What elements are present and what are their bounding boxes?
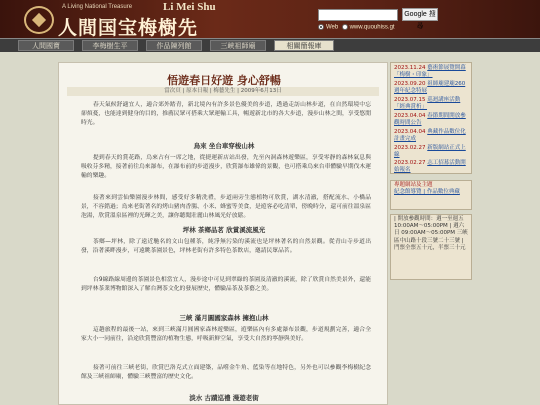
article-subhead: 淡水 古蹟巡禮 漫遊老街 xyxy=(189,394,259,402)
site-header xyxy=(0,0,540,38)
radio-site[interactable] xyxy=(342,24,348,30)
news-date: 2023.04.04 xyxy=(394,113,426,119)
news-item[interactable] xyxy=(394,113,470,127)
search-scope xyxy=(318,24,395,31)
article-paragraph: 提到春天的賞花路，烏來占有一席之地，從捷運新店站出發，先至內洞森林遊樂區，享受零靜的森林氣息與吸收芬多精，接著前往烏來瀑布，在瀑布前的步道漫步，欣賞瀑布雄偉的景觀，也可搭乘烏來台車體驗早期伐木運輸的樂趣。 xyxy=(81,155,371,180)
news-date: 2023.02.27 xyxy=(394,160,426,166)
article-paragraph: 茶鄉—坪林，除了遠近馳名的文山包種茶，純淨無污染的溪流也是坪林著名的自然景觀。從青山寺步道出發，沿著溪畔漫步，可遠眺茶園景色，坪林老街有許多特色茶飲店，邀請民眾品茗。 xyxy=(81,239,371,255)
article-paragraph: 這趟旅程的最後一站，來到三峽滿月圓國家森林遊樂區，遊樂區內有多處瀑布景觀，步道規劃完善，適合全家大小一同前往，沿途欣賞豐富的植物生態，呼吸新鮮空氣，享受大自然的寧靜與美好。 xyxy=(81,327,371,343)
news-link[interactable]: 藝術節展覽開幕「梅樹・印象」 xyxy=(394,65,466,78)
topic-links-title: 專題網站及主題 xyxy=(394,182,433,188)
nav-item-treasure[interactable]: 人間國寶 xyxy=(18,40,74,51)
news-item[interactable] xyxy=(394,129,470,143)
news-date: 2023.04.04 xyxy=(394,129,426,135)
news-item[interactable] xyxy=(394,65,470,79)
article-subhead: 坪林 茶鄉品茗 欣賞溪流風光 xyxy=(182,226,266,234)
news-link[interactable]: 巡迴講座活動「經典賞析」 xyxy=(394,97,461,110)
news-item[interactable] xyxy=(394,145,470,159)
logo-title[interactable]: 人間国宝梅樹先 xyxy=(58,17,199,38)
article-paragraph: 春天氣候舒適宜人，適合郊外踏青，新北境內有許多景色優美的步道，透過走訪山林步道，在自然環境中忘卻煩憂，也能達到健身的目的，推薦民眾可搭乘大眾運輸工具，暢遊新北市的各大步道，漫步山林之間，享受悠閒時光。 xyxy=(81,102,371,127)
news-item[interactable] xyxy=(394,160,470,174)
article-title: 悟遊春日好遊 身心舒暢 xyxy=(167,74,281,87)
article-subhead: 三峽 滿月圓國家森林 擁抱山林 xyxy=(179,314,269,322)
visit-info: | 開放參觀時間：週一至週五 10:00AM～05:00PM | 週六日 09:00AM～05:00PM 三峽區中山路十段三號二十三號 | 門票全票五十元，半票三十元 xyxy=(390,214,472,280)
topic-links xyxy=(390,180,472,210)
topic-links-list[interactable]: 紀念館導覽 | 作品數位典藏 xyxy=(394,189,460,195)
nav-item-gallery[interactable]: 作品陳列館 xyxy=(146,40,202,51)
main-nav xyxy=(0,38,540,52)
news-date: 2023.11.24 xyxy=(394,65,426,71)
page-margin xyxy=(472,52,540,405)
article-panel xyxy=(58,62,388,405)
news-list xyxy=(390,62,472,174)
news-date: 2023.07.15 xyxy=(394,97,426,103)
news-link[interactable]: 典藏作品數位化計畫完成 xyxy=(394,129,466,142)
nav-item-biography[interactable]: 李梅樹生平 xyxy=(82,40,138,51)
logo-english-name: Li Mei Shu xyxy=(163,1,216,13)
news-date: 2023.02.27 xyxy=(394,145,426,151)
google-search-button[interactable]: Google 搜尋 xyxy=(402,8,438,21)
news-item[interactable] xyxy=(394,81,470,95)
nav-item-temple[interactable]: 三峽祖師廟 xyxy=(210,40,266,51)
logo-subtitle: A Living National Treasure xyxy=(62,4,133,10)
nav-item-reports[interactable]: 相關簡報庫 xyxy=(274,40,334,51)
news-link[interactable]: 新版網站正式上線 xyxy=(394,145,466,158)
news-date: 2023.09.20 xyxy=(394,81,426,87)
news-item[interactable] xyxy=(394,97,470,111)
article-paragraph: 接著來到雲仙樂園漫步林間，感受好多精洗禮，步道兩旁生態植物可欣賞，湖水清澈，搭配流水、小橋品景，不容錯過；鳥來老街著名的烤山豬肉香腸、小米、蜂蜜等美食，是遊客必吃清單，傍晚時分，還可前往溫泉區泡湯，欣賞溫泉區裡的光暉之美，讓你聽聞壯麗山林風光好放鬆。 xyxy=(81,195,371,220)
article-meta: 當次頁 | 原本日報 | 梅藝先生 | 2009年6月13日 xyxy=(67,87,379,96)
radio-site-label: www.quouhiss.gt xyxy=(349,24,395,31)
emblem-icon xyxy=(24,6,54,34)
news-link[interactable]: 春節期間開放參觀時間公告 xyxy=(394,113,466,126)
article-paragraph: 台9線路線周邊的茶園景色相當宜人，漫步途中可見到翠綠的茶園及清澈的溪流，除了欣賞自然美景外，還能到坪林茶業博物館深入了解台灣茶文化的發展歷史，體驗品茶及茶藝之美。 xyxy=(81,277,371,293)
news-link[interactable]: 祖師廟建廟260週年紀念特展 xyxy=(394,81,466,94)
article-paragraph: 接著可前往三峽老街，欣賞巴洛克式立面建築，品嚐金牛角、藍染等在地特色，另外也可以參觀李梅樹紀念館及三峽祖師廟，體驗三峽豐富的歷史文化。 xyxy=(81,365,371,381)
sidebar xyxy=(390,62,472,405)
search-input[interactable] xyxy=(318,9,398,21)
radio-web[interactable] xyxy=(318,24,324,30)
article-subhead: 烏來 坐台車穿梭山林 xyxy=(193,142,255,150)
radio-web-label: Web xyxy=(326,24,339,31)
news-link[interactable]: 志工招募活動開始報名 xyxy=(394,160,466,173)
